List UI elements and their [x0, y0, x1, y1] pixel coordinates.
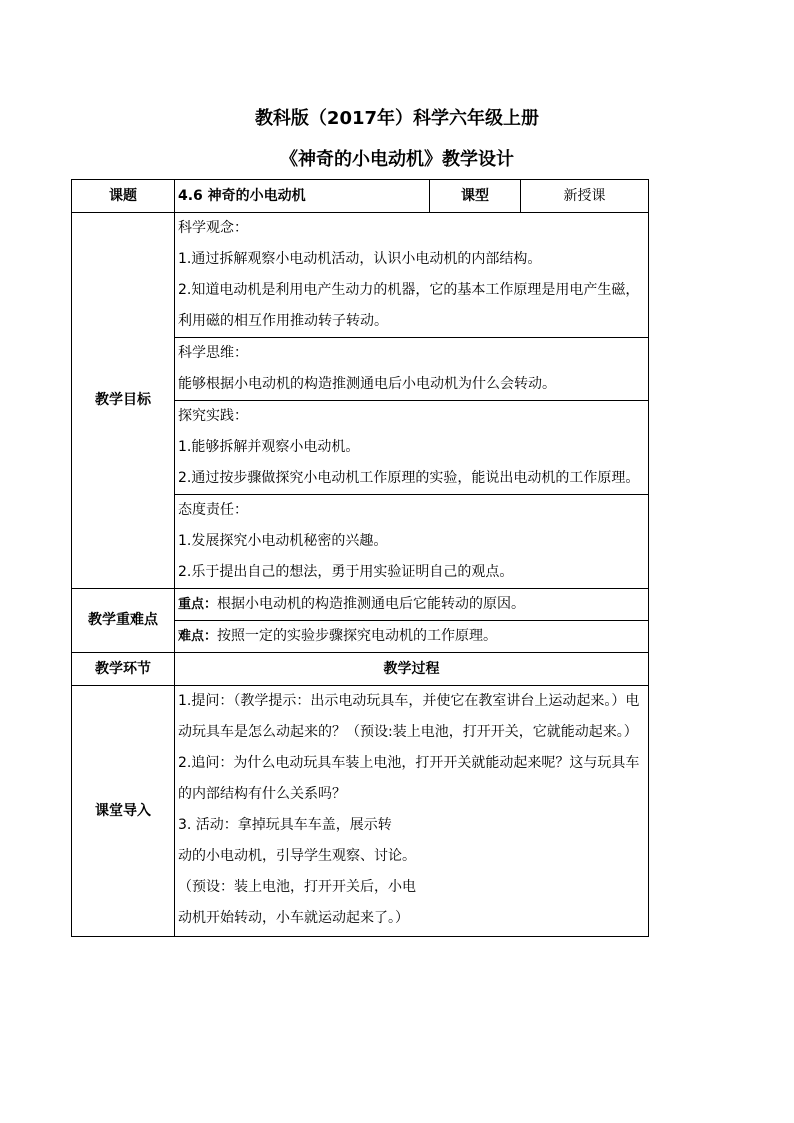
- topic-value: 4.6 神奇的小电动机: [175, 180, 430, 213]
- document-title: 教科版（2017年）科学六年级上册: [254, 108, 540, 129]
- label-teaching-process: 教学过程: [175, 653, 649, 686]
- key-point-label: 重点：: [178, 597, 218, 612]
- label-key-difficult: 教学重难点: [72, 589, 175, 653]
- lesson-plan-table: [71, 179, 649, 937]
- difficult-point-label: 难点：: [178, 629, 218, 644]
- difficult-point-cell: [175, 621, 649, 653]
- objective-heading: 态度责任：: [178, 502, 248, 518]
- row-topic: [72, 180, 649, 213]
- objective-line: 能够根据小电动机的构造推测通电后小电动机为什么会转动。: [178, 376, 556, 392]
- objective-line: 1.通过拆解观察小电动机活动，认识小电动机的内部结构。: [178, 251, 542, 267]
- key-point-text: 根据小电动机的构造推测通电后它能转动的原因。: [217, 596, 526, 612]
- objective-heading: 科学观念：: [178, 220, 248, 236]
- objective-line: 1.能够拆解并观察小电动机。: [178, 439, 360, 455]
- label-class-intro: 课堂导入: [72, 686, 175, 937]
- intro-line: 1.提问：（教学提示：出示电动玩具车，并使它在教室讲台上运动起来。）电动玩具车是怎么动起来的？（预设:装上电池，打开开关，它就能动起来。）: [178, 693, 640, 740]
- label-lesson-type: 课型: [430, 180, 521, 213]
- objective-heading: 探究实践：: [178, 408, 248, 424]
- objective-line: 2.知道电动机是利用电产生动力的机器，它的基本工作原理是用电产生磁，利用磁的相互作用推动转子转动。: [178, 282, 640, 329]
- objective-section-attitude: [175, 495, 649, 589]
- row-objectives-1: [72, 213, 649, 338]
- difficult-point-text: 按照一定的实验步骤探究电动机的工作原理。: [217, 628, 498, 644]
- lesson-type-value: 新授课: [521, 180, 649, 213]
- document-subtitle: 《神奇的小电动机》教学设计: [280, 149, 514, 170]
- label-objectives: 教学目标: [72, 213, 175, 589]
- intro-line: 3. 活动：拿掉玩具车车盖，展示转: [178, 817, 392, 833]
- row-key-point: [72, 589, 649, 621]
- row-intro: [72, 686, 649, 937]
- key-point-cell: [175, 589, 649, 621]
- intro-line: 2.追问：为什么电动玩具车装上电池，打开开关就能动起来呢？这与玩具车的内部结构有什么关系吗？: [178, 755, 640, 802]
- intro-line: 动的小电动机，引导学生观察、讨论。: [178, 848, 416, 864]
- objective-section-practice: [175, 401, 649, 495]
- intro-content: [175, 686, 649, 937]
- row-process-header: [72, 653, 649, 686]
- objective-section-concept: [175, 213, 649, 338]
- intro-line: （预设：装上电池，打开开关后，小电: [178, 879, 416, 895]
- objective-heading: 科学思维：: [178, 345, 248, 361]
- label-topic: 课题: [72, 180, 175, 213]
- objective-line: 2.乐于提出自己的想法，勇于用实验证明自己的观点。: [178, 564, 514, 580]
- intro-line: 动机开始转动，小车就运动起来了。）: [178, 910, 409, 926]
- objective-line: 1.发展探究小电动机秘密的兴趣。: [178, 533, 388, 549]
- label-teaching-stage: 教学环节: [72, 653, 175, 686]
- objective-section-thinking: [175, 338, 649, 401]
- objective-line: 2.通过按步骤做探究小电动机工作原理的实验，能说出电动机的工作原理。: [178, 470, 640, 486]
